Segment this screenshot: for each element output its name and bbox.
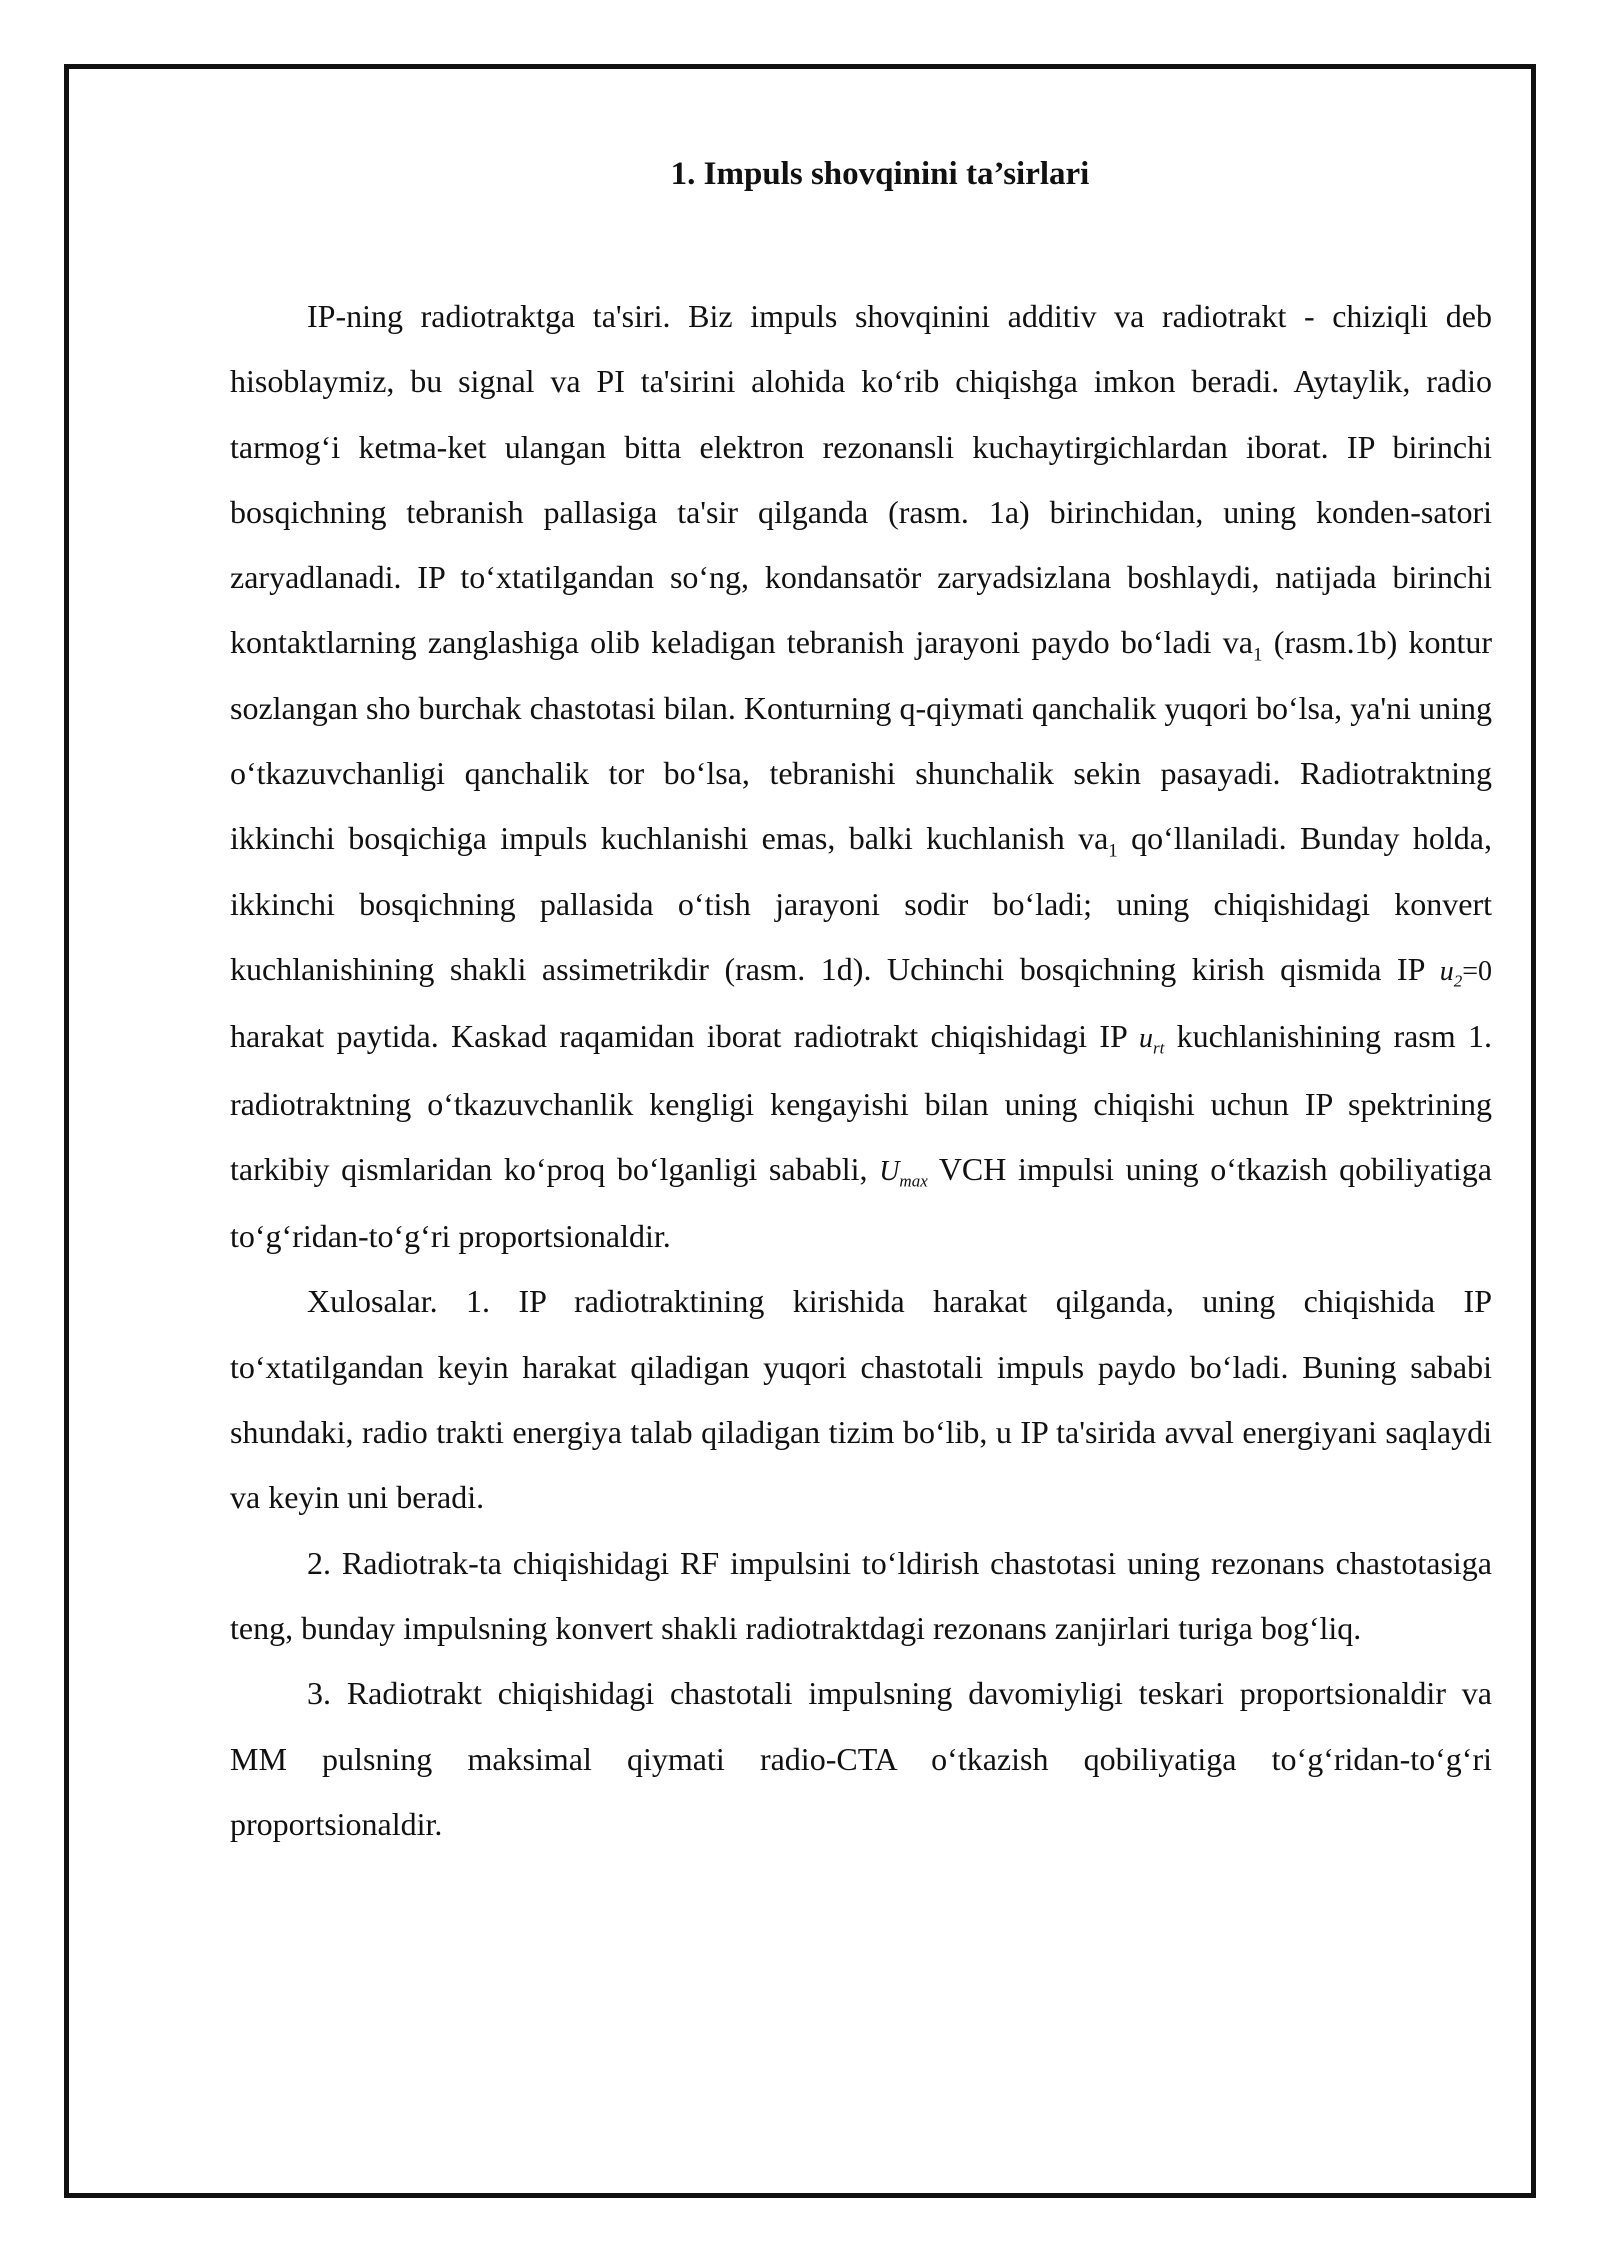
- formula-equals: =0: [1462, 955, 1492, 987]
- paragraph-text: (rasm.1b) kontur sozlangan sho burchak chastotasi bilan. Konturning q-qiymati qanchalik yuqori boʻlsa, ya'ni uning oʻtkazuvchanligi qanchalik tor boʻlsa, tebranishi shunchalik sekin pasayadi. Radiotraktning ikkinchi bosqichiga impuls kuchlanishi emas, balki kuchlanish va: [230, 624, 1493, 857]
- paragraph-text: IP-ning radiotraktga ta'siri. Biz impuls shovqinini additiv va radiotrakt - chiziqli deb hisoblaymiz, bu signal va PI ta'sirini alohida koʻrib chiqishga imkon beradi. Aytaylik, radio tarmogʻi ketma-ket ulangan bitta elektron rezonansli kuchaytirgichlardan iborat. IP birinchi bosqichning tebranish pallasiga ta'sir qilganda (rasm. 1a) birinchidan, uning konden-satori zaryadlanadi. IP toʻxtatilgandan soʻng, kondansatör zaryadsizlana boshlaydi, natijada birinchi kontaktlarning zanglashiga olib keladigan tebranish jarayoni paydo boʻladi va: [230, 298, 1492, 661]
- subscript: 1: [1252, 644, 1263, 666]
- paragraph-text: harakat paytida. Kaskad raqamidan iborat radiotrakt chiqishidagi IP: [230, 1018, 1139, 1055]
- formula-base: U: [879, 1155, 900, 1187]
- formula-subscript: 2: [1453, 971, 1463, 991]
- section-title: 1. Impuls shovqinini ta’sirlari: [670, 156, 1090, 192]
- formula-subscript: rt: [1152, 1038, 1165, 1058]
- paragraph-text: VCH impulsi uning oʻtkazish qobiliyatiga toʻgʻridan-toʻgʻri proportsionaldir.: [230, 1150, 1492, 1255]
- paragraph-text: kuchlanishining rasm 1. radiotraktning oʻtkazuvchanlik kengligi kengayishi bilan uning chiqishi uchun IP spektrining tarkibiy qismlaridan koʻproq boʻlganligi sababli,: [230, 1018, 1492, 1187]
- subscript: 1: [1108, 840, 1118, 862]
- formula-umax: [879, 1155, 928, 1191]
- paragraph-conclusion-3: 3. Radiotrakt chiqishidagi chastotali impulsning davomiyligi teskari proportsionaldir va MM pulsning maksimal qiymati radio-CTA oʻtkazish qobiliyatiga toʻgʻridan-toʻgʻri proportsionaldir.: [230, 1675, 1492, 1842]
- document-body: [230, 284, 1492, 1857]
- formula-base: u: [1138, 1023, 1153, 1055]
- paragraph-ip-radiotrakt: [230, 284, 1492, 1269]
- paragraph-conclusion-2: 2. Radiotrak-ta chiqishidagi RF impulsini toʻldirish chastotasi uning rezonans chastotasiga teng, bunday impulsning konvert shakli radiotraktdagi rezonans zanjirlari turiga bogʻliq.: [230, 1544, 1492, 1646]
- formula-base: u: [1439, 955, 1454, 987]
- formula-urt: [1138, 1023, 1165, 1058]
- paragraph-conclusion-1: Xulosalar. 1. IP radiotraktining kirishida harakat qilganda, uning chiqishida IP toʻxtatilgandan keyin harakat qiladigan yuqori chastotali impuls paydo boʻladi. Buning sababi shundaki, radio trakti energiya talab qiladigan tizim boʻlib, u IP ta'sirida avval energiyani saqlaydi va keyin uni beradi.: [230, 1283, 1492, 1516]
- formula-subscript: max: [899, 1171, 928, 1191]
- paragraph-text: qoʻllaniladi. Bunday holda, ikkinchi bosqichning pallasida oʻtish jarayoni sodir boʻladi; uning chiqishidagi konvert kuchlanishining shakli assimetrikdir (rasm. 1d). Uchinchi bosqichning kirish qismida IP: [230, 820, 1492, 987]
- formula-u2: [1439, 955, 1492, 991]
